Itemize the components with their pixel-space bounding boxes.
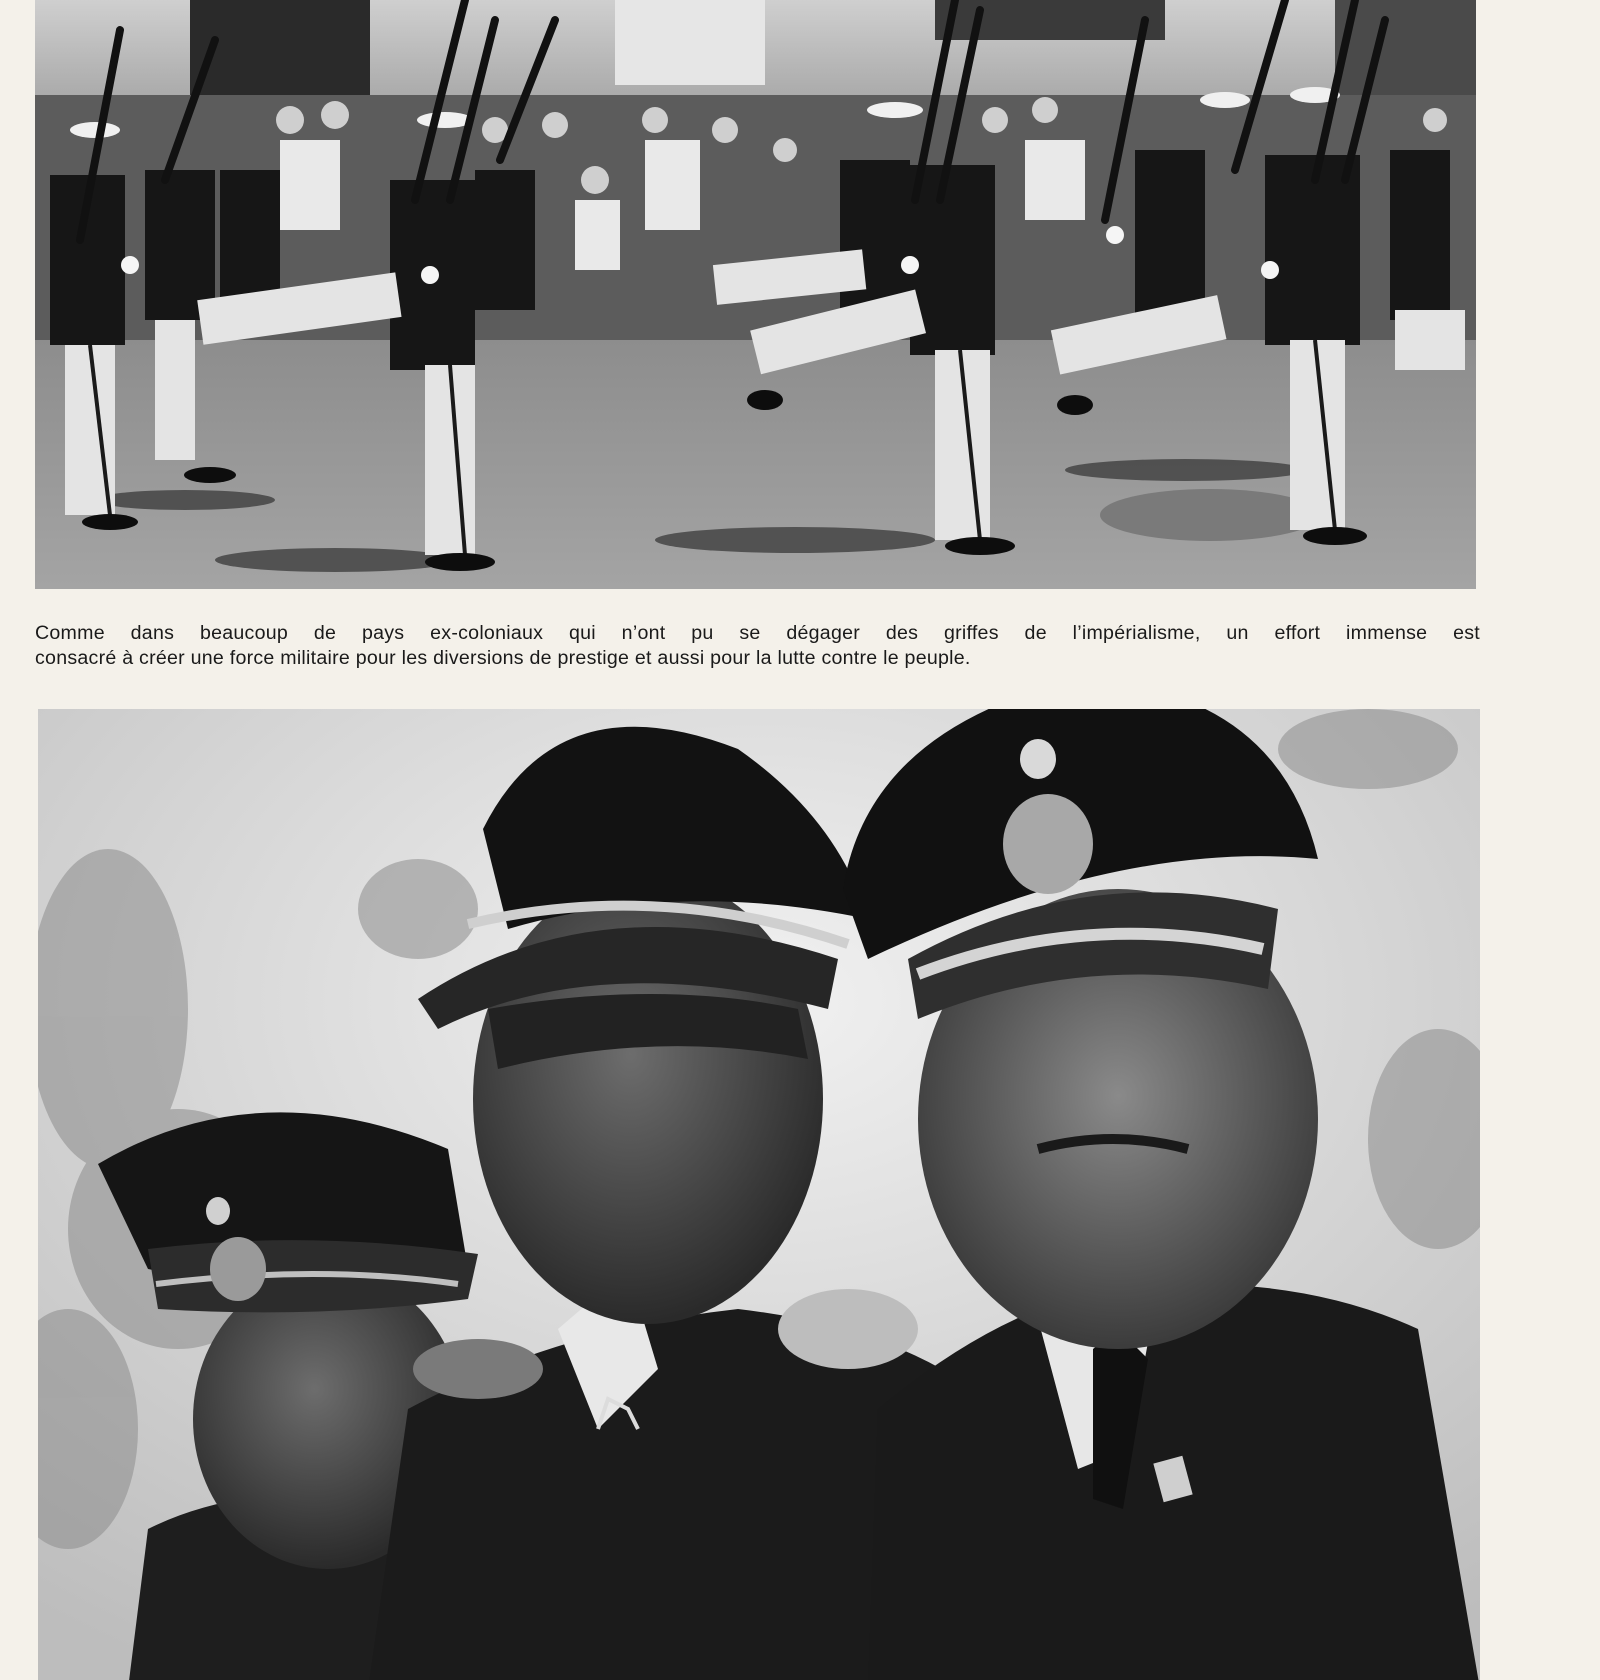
- caption-line-2: consacré à créer une force militaire pour les diversions de prestige et aussi pour la lutte contre le peuple.: [35, 647, 971, 669]
- caption-line-1: Comme dans beaucoup de pays ex-coloniaux qui n’ont pu se dégager des griffes de l’impérialisme, un effort immense est: [35, 622, 1480, 644]
- officers-photo: [38, 709, 1480, 1680]
- parade-photo-illustration: [35, 0, 1476, 589]
- parade-photo: [35, 0, 1476, 589]
- officers-photo-illustration: [38, 709, 1480, 1680]
- photo-caption: [35, 621, 1480, 671]
